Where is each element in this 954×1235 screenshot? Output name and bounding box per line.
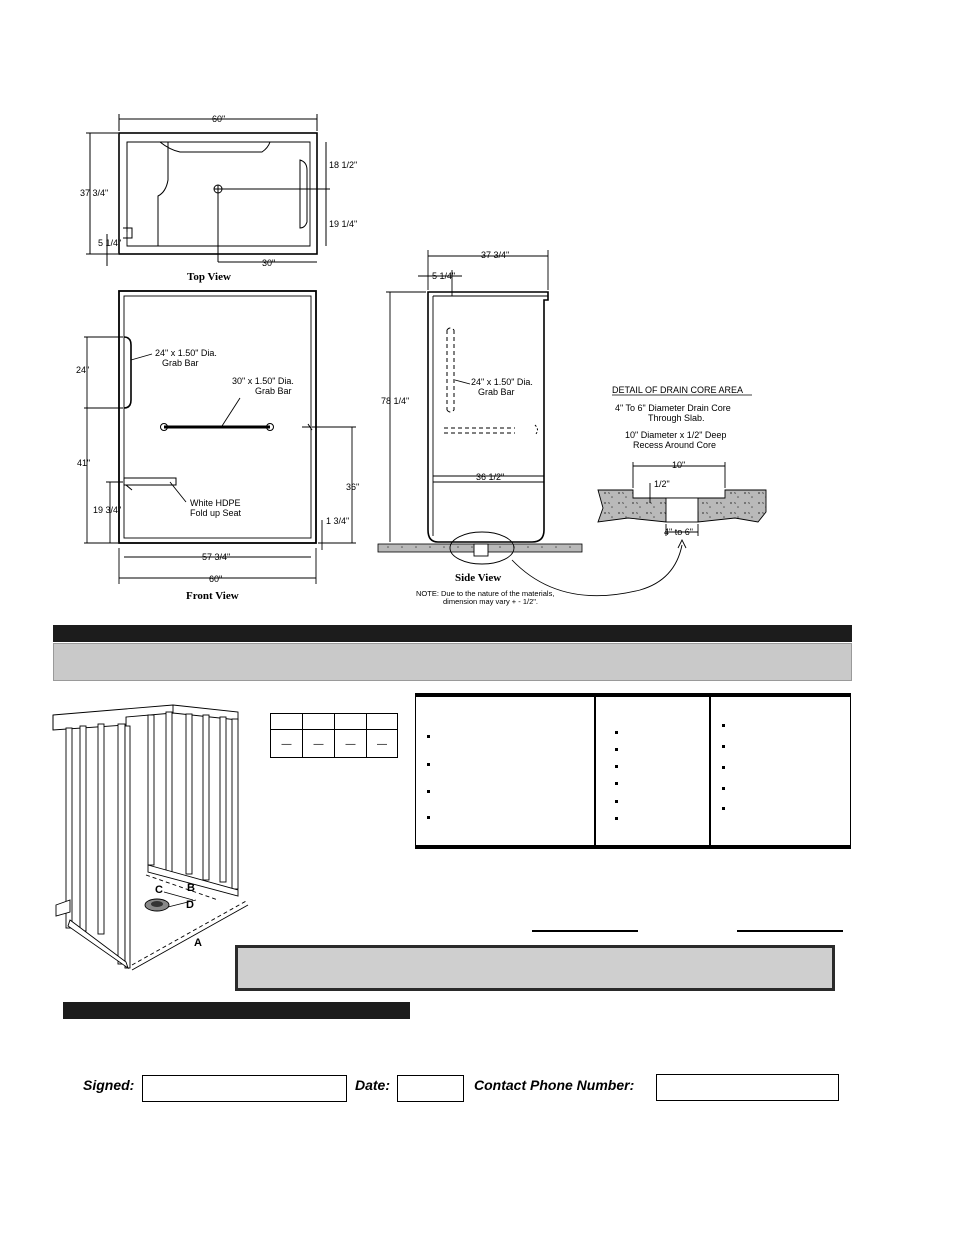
side-note-2: dimension may vary + - 1/2". — [443, 597, 538, 606]
front-callout-vbar-2: Grab Bar — [162, 358, 199, 368]
checklist-bullet — [722, 745, 725, 748]
front-callout-hbar-1: 30" x 1.50" Dia. — [232, 376, 294, 386]
top-dim-right-lower: 19 1/4" — [329, 219, 358, 229]
drain-line-1: 4" To 6" Diameter Drain Core — [615, 403, 731, 413]
side-view — [378, 250, 582, 564]
section-subheader-bar — [53, 643, 852, 681]
front-view-title: Front View — [186, 590, 239, 602]
top-dim-right-upper: 18 1/2" — [329, 160, 358, 170]
front-callout-vbar-1: 24" x 1.50" Dia. — [155, 348, 217, 358]
front-dim-grab-vertical: 24" — [76, 365, 90, 375]
measure-header-a — [270, 713, 303, 730]
measure-header-d — [366, 713, 398, 730]
top-dim-depth: 37 3/4" — [80, 188, 109, 198]
front-dim-bar-height: 36" — [346, 482, 360, 492]
checklist-bullet — [615, 748, 618, 751]
checklist-bullet — [615, 817, 618, 820]
measurement-table — [270, 713, 398, 758]
checklist-bullet — [427, 816, 430, 819]
checklist-panel — [415, 693, 851, 849]
measure-input-a[interactable]: — — [270, 729, 303, 758]
side-dim-height: 78 1/4" — [381, 396, 410, 406]
checklist-bullet — [722, 766, 725, 769]
side-dim-depth: 37 3/4" — [481, 250, 510, 260]
top-dim-width: 60" — [212, 114, 226, 124]
front-dim-inner-width: 57 3/4" — [202, 552, 231, 562]
framing-illustration — [48, 700, 258, 980]
drain-line-3: 10" Diameter x 1/2" Deep — [625, 430, 727, 440]
measure-header-b — [302, 713, 335, 730]
front-dim-outer-width: 60" — [209, 574, 223, 584]
signed-input[interactable] — [142, 1075, 347, 1102]
checklist-bullet — [427, 735, 430, 738]
checklist-bullet — [615, 731, 618, 734]
signed-label: Signed: — [83, 1077, 135, 1093]
notice-box — [235, 945, 835, 991]
checklist-bullet — [722, 724, 725, 727]
framing-label-c: C — [155, 884, 163, 896]
top-view-title: Top View — [187, 271, 231, 283]
side-dim-inner-depth: 36 1/2" — [476, 472, 505, 482]
side-view-title: Side View — [455, 572, 502, 584]
front-callout-hbar-2: Grab Bar — [255, 386, 292, 396]
answer-line-1[interactable] — [532, 930, 638, 932]
measure-input-c[interactable]: — — [334, 729, 367, 758]
drain-title: DETAIL OF DRAIN CORE AREA — [612, 385, 744, 395]
checklist-bullet — [427, 790, 430, 793]
checklist-bullet — [615, 782, 618, 785]
section-header-bar — [53, 625, 852, 642]
side-note-1: NOTE: Due to the nature of the materials, — [416, 589, 555, 598]
top-view-labels — [80, 114, 357, 283]
drain-line-2: Through Slab. — [648, 413, 705, 423]
phone-label: Contact Phone Number: — [474, 1077, 635, 1093]
answer-line-2[interactable] — [737, 930, 843, 932]
front-callout-seat-2: Fold up Seat — [190, 508, 242, 518]
checklist-bullet — [722, 787, 725, 790]
front-dim-grab-height: 41" — [77, 458, 91, 468]
top-view — [86, 114, 330, 266]
framing-label-b: B — [187, 882, 195, 894]
top-dim-drain: 30" — [262, 258, 276, 268]
front-dim-seat-height: 19 3/4" — [93, 505, 122, 515]
measure-header-c — [334, 713, 367, 730]
measure-input-b[interactable]: — — [302, 729, 335, 758]
side-callout-bar-2: Grab Bar — [478, 387, 515, 397]
framing-label-a: A — [194, 937, 202, 949]
side-callout-bar-1: 24" x 1.50" Dia. — [471, 377, 533, 387]
checklist-bullet — [722, 807, 725, 810]
drain-dim-recess: 10" — [672, 460, 686, 470]
checklist-bullet — [615, 765, 618, 768]
drain-dim-depth: 1/2" — [654, 479, 670, 489]
measure-input-d[interactable]: — — [366, 729, 398, 758]
side-dim-offset: 5 1/4" — [432, 271, 456, 281]
framing-label-d: D — [186, 899, 194, 911]
checklist-bullet — [615, 800, 618, 803]
date-label: Date: — [355, 1077, 391, 1093]
date-input[interactable] — [397, 1075, 464, 1102]
drain-line-4: Recess Around Core — [633, 440, 717, 450]
front-callout-seat-1: White HDPE — [190, 498, 241, 508]
phone-input[interactable] — [656, 1074, 839, 1101]
signature-section-bar — [63, 1002, 410, 1019]
top-dim-left-small: 5 1/4" — [98, 238, 122, 248]
drain-dim-core: 4" to 6" — [664, 527, 693, 537]
front-view — [84, 291, 356, 584]
checklist-bullet — [427, 763, 430, 766]
front-dim-threshold: 1 3/4" — [326, 516, 350, 526]
